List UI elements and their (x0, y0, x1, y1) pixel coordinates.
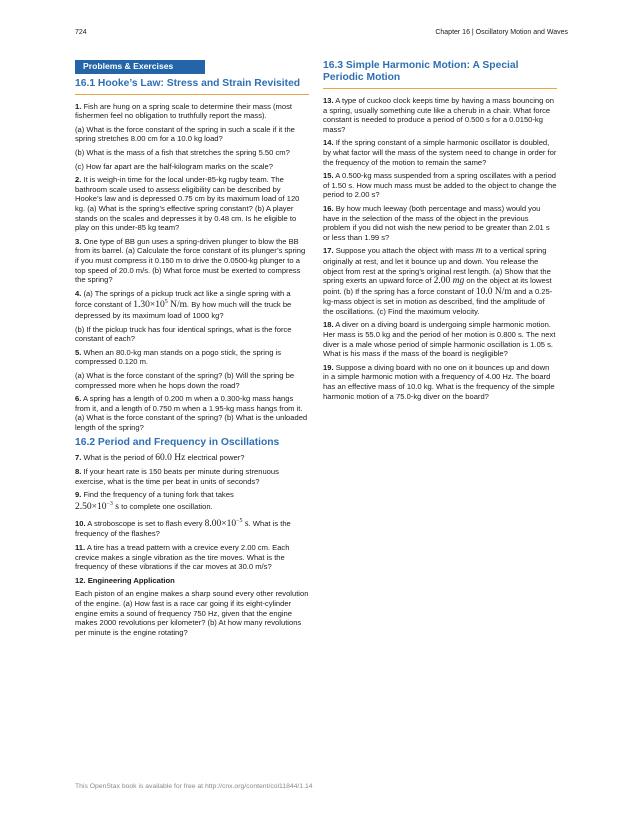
problem-number: 17. (323, 246, 334, 256)
running-head: Chapter 16 | Oscillatory Motion and Waves (435, 29, 568, 36)
problem-text: If the spring constant of a simple harmonic oscillator is doubled, by what factor will the mass of the system need to change in order for the frequency of the motion to remain the same? (323, 138, 557, 167)
problem-number: 16. (323, 203, 334, 213)
math-exponent: −5 (236, 517, 243, 524)
math-exponent: 5 (164, 299, 168, 306)
problem-6 (75, 394, 309, 432)
section-rule (75, 94, 309, 95)
problem-12-heading (75, 576, 309, 586)
problem-number: 9. (75, 490, 82, 500)
problem-1b: (b) What is the mass of a fish that stretches the spring 5.50 cm? (75, 147, 290, 157)
problem-text: When an 80.0-kg man stands on a pogo stick, the spring is compressed 0.120 m. (75, 347, 282, 367)
problem-text: on the object at its lowest point. (b) If the spring has a force constant of (323, 276, 552, 296)
math-unit: s (242, 518, 249, 529)
section-title-16-2: 16.2 Period and Frequency in Oscillations (75, 436, 280, 448)
right-column (323, 60, 557, 405)
problem-8 (75, 467, 309, 486)
problem-number: 10. (75, 518, 86, 528)
problem-text: A stroboscope is set to flash every (87, 518, 203, 528)
problem-5ab: (a) What is the force constant of the spring? (b) Will the spring be compressed more when he hops down the road? (75, 371, 295, 390)
math-expression (434, 276, 465, 286)
problem-2 (75, 175, 309, 233)
problem-text: What is the period of (83, 452, 154, 462)
problem-text: A spring has a length of 0.200 m when a 0.300-kg mass hangs from it, and a length of 0.750 m when a 1.95-kg mass hangs from it. (a) What is the force constant of the spring? (b) What is the unloaded length of the spring? (75, 394, 308, 432)
math-unit: N/m (167, 300, 188, 311)
problem-17 (323, 246, 557, 316)
problem-19 (323, 363, 557, 401)
problem-text: Fish are hung on a spring scale to determine their mass (most fishermen feel no obligation to truthfully report the mass). (75, 101, 292, 121)
problem-text: A diver on a diving board is undergoing simple harmonic motion. Her mass is 55.0 kg and the period of her motion is 0.800 s. The next diver is a male whose period of simple harmonic oscillation is 1.05 s. What is his mass if the mass of the board is negligible? (323, 320, 556, 359)
problem-text: . What is the frequency of the flashes? (75, 518, 291, 539)
problem-text: to a vertical spring originally at rest, and let it bounce up and down. You release the object from rest at the spring’s original rest length. (a) Show that the spring exerts an upward force of (323, 246, 551, 286)
problem-7 (75, 453, 309, 464)
problem-5 (75, 348, 309, 367)
problem-number: 6. (75, 394, 82, 404)
problems-banner: Problems & Exercises (75, 60, 205, 74)
math-expression (75, 502, 119, 512)
section-title-16-1: 16.1 Hooke’s Law: Stress and Strain Revisited (75, 77, 301, 89)
math-expression: 10.0 N/m (475, 286, 512, 297)
problem-number: 8. (75, 467, 82, 477)
problem-13 (323, 96, 557, 134)
problem-number: 11. (75, 543, 86, 553)
problem-11 (75, 543, 309, 572)
problem-number: 12. (75, 575, 86, 585)
problem-number: 1. (75, 101, 82, 111)
problem-text: to complete one oscillation. (121, 502, 213, 512)
math-unit: s (112, 502, 119, 513)
problem-1 (75, 102, 309, 121)
problem-15 (323, 171, 557, 200)
problem-text: A type of cuckoo clock keeps time by having a mass bouncing on a spring, usually something cute like a cherub in a chair. What force constant is needed to produce a period of 0.500 s for a 0.0150-kg mass? (323, 96, 554, 134)
problem-10 (75, 517, 309, 539)
problem-text: It is weigh-in time for the local under-85-kg rugby team. The bathroom scale used to assess eligibility can be described by Hooke’s law and is depressed 0.75 cm by its maximum load of 120 kg. (a) What is the spring’s effective spring constant? (b) A player stands on the scales and depresses it by 0.48 cm. Is he eligible to play on this under-85 kg team? (75, 175, 300, 233)
problem-18 (323, 320, 557, 358)
math-exponent: −3 (106, 500, 113, 507)
problem-text: and a 0.25-kg-mass object is set in motion as described, find the amplitude of the oscillations. (c) Find the maximum velocity. (323, 286, 553, 316)
math-variable: mg (452, 276, 465, 287)
problem-1a: (a) What is the force constant of the spring in such a scale if it the spring stretches 8.00 cm for a 10.0 kg load? (75, 124, 295, 144)
left-column (75, 60, 309, 641)
problem-number: 5. (75, 347, 82, 357)
math-base: 2.00 (433, 276, 453, 287)
problem-text: . By how much will the truck be depressed by its maximum load of 1000 kg? (75, 300, 292, 321)
section-rule (323, 88, 557, 89)
problem-number: 15. (323, 171, 334, 181)
problem-text: Suppose a diving board with no one on it bounces up and down in a simple harmonic motion with a frequency of 4.00 Hz. The board has an effective mass of 10.0 kg. What is the frequency of the simple harmonic motion of a 75.0-kg diver on the board? (323, 362, 555, 401)
problem-text: A 0.500-kg mass suspended from a spring oscillates with a period of 1.50 s. How much mass must be added to the object to change the period to 2.00 s? (323, 171, 557, 200)
math-variable: m (475, 246, 483, 257)
math-expression (205, 519, 249, 529)
problem-number: 19. (323, 362, 334, 372)
problem-text: If your heart rate is 150 beats per minute during strenuous exercise, what is the time per beat in units of seconds? (75, 467, 279, 486)
problem-number: 18. (323, 320, 334, 330)
section-title-16-3: 16.3 Simple Harmonic Motion: A Special Periodic Motion (323, 60, 519, 83)
problem-4 (75, 289, 309, 321)
problem-number: 7. (75, 452, 82, 462)
problem-number: 2. (75, 175, 82, 185)
page-number: 724 (75, 29, 87, 36)
problem-text: One type of BB gun uses a spring-driven plunger to blow the BB from its barrel. (a) Calculate the force constant of its plunger’s spring if you must compress it 0.150 m to drive the 0.0500-kg plunger to a top speed of 20.0 m/s. (b) What force must be exerted to compress the spring? (75, 236, 306, 285)
math-expression (133, 300, 187, 310)
problem-4b: (b) If the pickup truck has four identical springs, what is the force constant of each? (75, 324, 292, 344)
problem-text: electrical power? (187, 452, 245, 462)
problem-text: Find the frequency of a tuning fork that takes (83, 490, 234, 500)
problem-3 (75, 237, 309, 285)
problem-text: (a) The springs of a pickup truck act like a single spring with a force constant of (75, 288, 291, 310)
math-base: 8.00×10 (204, 518, 237, 529)
problem-14 (323, 138, 557, 167)
problem-12: Each piston of an engine makes a sharp sound every other revolution of the engine. (a) How fast is a race car going if its eight-cylinder engine emits a sound of frequency 750 Hz, given that the engine makes 2000 revolutions per kilometer? (b) At how many revolutions per minute is the engine rotating? (75, 589, 309, 637)
math-base: 1.30×10 (133, 300, 165, 311)
problem-text: A tire has a tread pattern with a crevice every 2.00 cm. Each crevice makes a single vibration as the tire moves. What is the frequency of these vibrations if the car moves at 30.0 m/s? (75, 543, 290, 572)
problem-9 (75, 490, 309, 512)
math-base: 2.50×10 (75, 502, 107, 513)
footer-note: This OpenStax book is available for free at http://cnx.org/content/col11844/1.14 (75, 783, 313, 790)
problem-number: 4. (75, 288, 82, 298)
problem-number: 3. (75, 236, 82, 246)
problem-text: Suppose you attach the object with mass (335, 246, 474, 256)
problem-number: 13. (323, 96, 334, 105)
problem-text: By how much leeway (both percentage and mass) would you have in the selection of the mass of the object in the previous problem if you did not wish the new period to be greater than 2.01 s or less than 1.99 s? (323, 203, 550, 242)
problem-1c: (c) How far apart are the half-kilogram marks on the scale? (75, 161, 273, 171)
problem-16 (323, 204, 557, 242)
math-expression: 60.0 Hz (155, 452, 186, 463)
problem-title: Engineering Application (87, 575, 175, 585)
problem-number: 14. (323, 138, 334, 148)
